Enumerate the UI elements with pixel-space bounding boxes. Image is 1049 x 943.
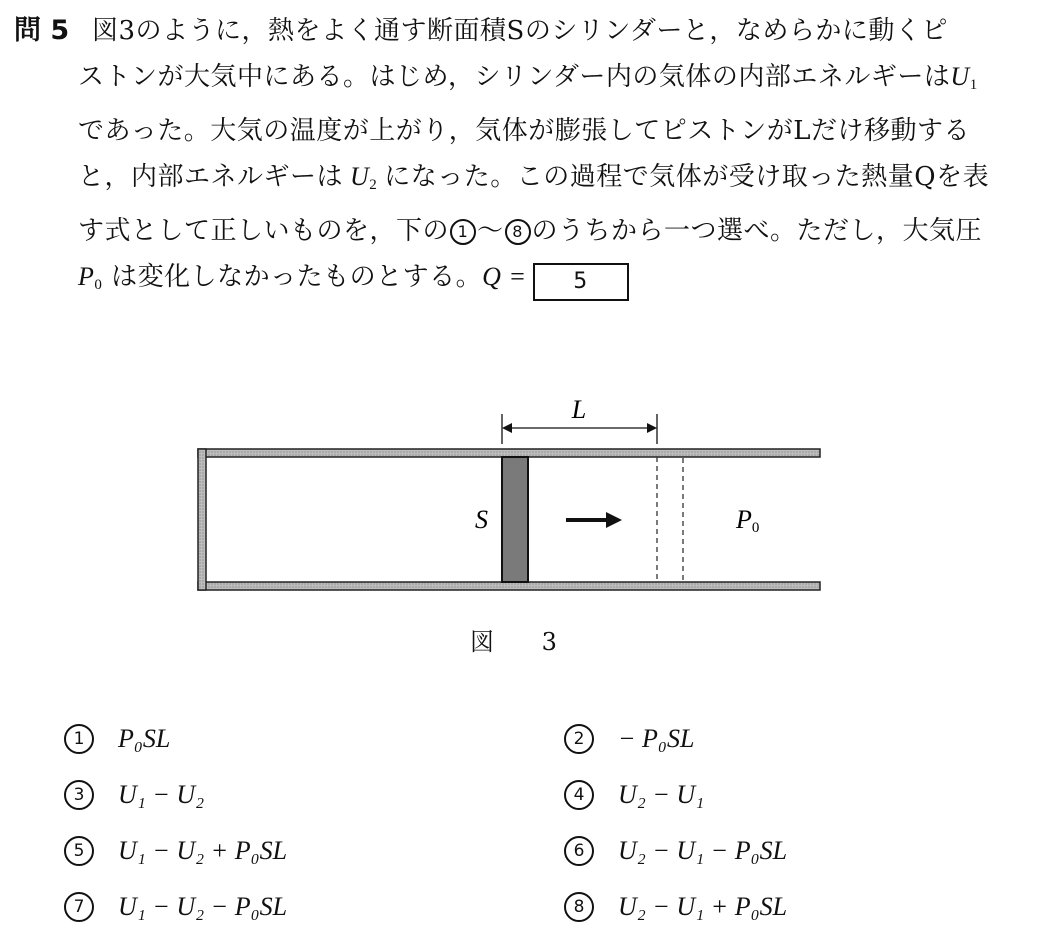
choice-number: 2 [564,724,594,754]
equation-Q: Q = [482,262,527,291]
choice-6[interactable] [564,836,787,866]
choice-number: 8 [564,892,594,922]
choice-number: 6 [564,836,594,866]
choice-4[interactable] [564,780,704,810]
choice-number: 5 [64,836,94,866]
circled-one: 1 [450,219,476,245]
movement-arrow-head [606,512,622,528]
var-P0-letter: P [78,262,95,291]
label-L: L [571,400,587,424]
choice-expression: U₂ − U₁ [618,780,705,809]
label-P0 [735,505,759,536]
label-P0-letter: P [736,505,752,534]
var-P0 [78,262,102,291]
var-U2-sub: 2 [369,177,378,193]
cylinder-figure [190,400,830,600]
line6-text: は変化しなかったものとする。 [111,262,483,292]
choice-expression: P₀SL [118,724,171,753]
choice-7[interactable] [64,892,287,922]
piston [502,457,528,582]
line5-text-a: す式として正しいものを，下の [78,216,450,246]
line4-text-a: と，内部エネルギーは [78,162,344,192]
figure-caption: 図 3 [470,628,577,656]
question-line-4 [78,154,1038,208]
choice-8[interactable] [564,892,787,922]
var-U2 [343,162,384,191]
var-P0-sub: 0 [94,277,103,293]
question-line-1: 図3のように，熱をよく通す断面積Sのシリンダーと，なめらかに動くピ [92,16,948,46]
question-line-5 [78,208,1038,254]
cylinder-end-wall [198,449,206,590]
choice-5[interactable] [64,836,287,866]
var-U1-letter: U [950,62,970,91]
choice-expression: U₁ − U₂ [118,780,205,809]
choice-2[interactable] [564,724,694,754]
choice-1[interactable] [64,724,170,754]
question-line-6 [78,254,1038,308]
label-S: S [475,505,488,534]
label-P0-sub: 0 [751,520,760,536]
question-line-2 [78,54,1038,108]
circled-eight: 8 [505,219,531,245]
L-arrow-right [647,423,657,433]
var-U1 [950,62,977,91]
line5-tilde: ～ [477,216,504,246]
choice-number: 4 [564,780,594,810]
line2-text: ストンが大気中にある。はじめ，シリンダー内の気体の内部エネルギーは [78,62,951,92]
question-line-3: であった。大気の温度が上がり，気体が膨張してピストンがLだけ移動する [78,116,971,146]
line4-text-b: になった。この過程で気体が受け取った熱量Qを表 [384,162,990,192]
choice-expression: U₂ − U₁ − P₀SL [618,836,788,865]
L-arrow-left [502,423,512,433]
choice-number: 7 [64,892,94,922]
line5-text-b: のうちから一つ選べ。ただし，大気圧 [531,216,983,246]
choice-expression: U₁ − U₂ − P₀SL [118,892,288,921]
question-label: 問 5 [14,15,70,46]
piston-final-position [657,457,683,582]
choice-expression: − P₀SL [618,724,695,753]
choice-expression: U₁ − U₂ + P₀SL [118,836,288,865]
choice-expression: U₂ − U₁ + P₀SL [618,892,788,921]
choice-3[interactable] [64,780,204,810]
var-U2-letter: U [350,162,370,191]
cylinder-bottom-wall [198,582,820,590]
choice-number: 1 [64,724,94,754]
choice-number: 3 [64,780,94,810]
cylinder-top-wall [198,449,820,457]
question-text [78,8,1038,308]
var-U1-sub: 1 [969,77,978,93]
answer-box[interactable]: 5 [533,263,629,301]
